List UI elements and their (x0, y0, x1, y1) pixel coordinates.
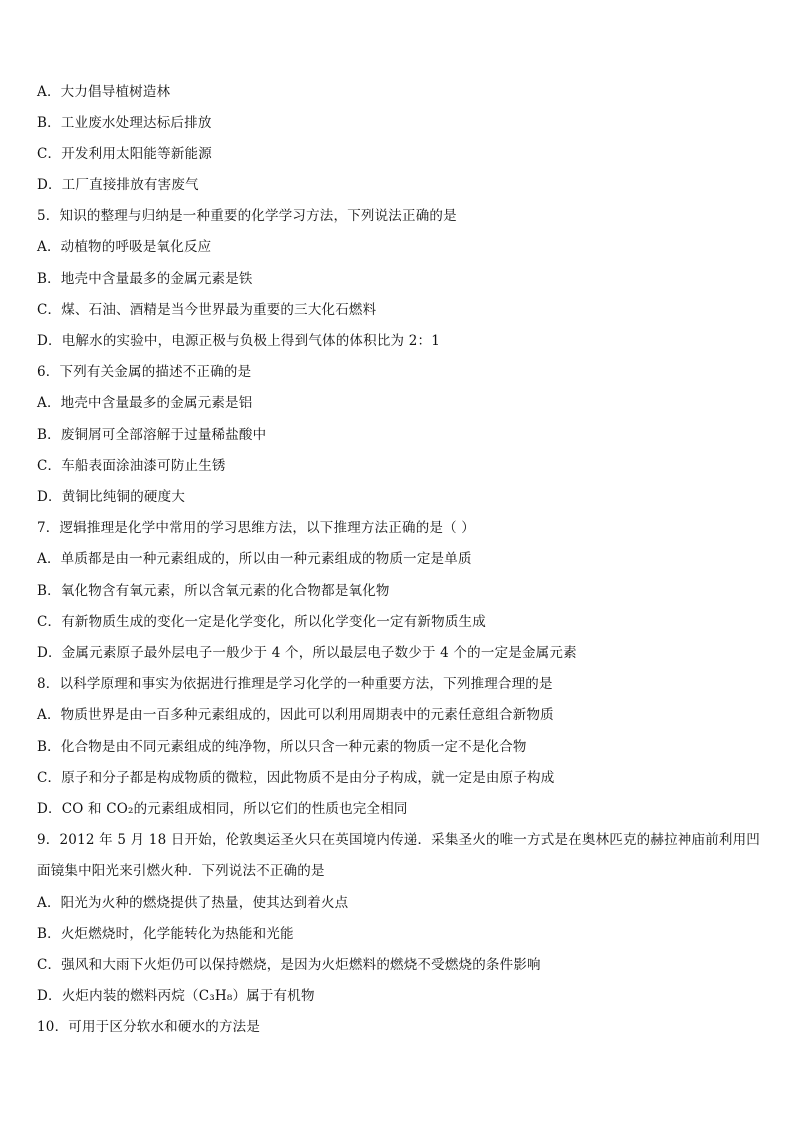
option-9a: A．阳光为火种的燃烧提供了热量，使其达到着火点 (37, 895, 349, 911)
question-6: 6．下列有关金属的描述不正确的是 (37, 364, 252, 380)
option-9c: C．强风和大雨下火炬仍可以保持燃烧，是因为火炬燃料的燃烧不受燃烧的条件影响 (37, 957, 541, 973)
question-9-line-2: 面镜集中阳光来引燃火种．下列说法不正确的是 (37, 863, 325, 879)
option-8b: B．化合物是由不同元素组成的纯净物，所以只含一种元素的物质一定不是化合物 (37, 739, 527, 755)
option-7b: B．氧化物含有氧元素，所以含氧元素的化合物都是氧化物 (37, 583, 390, 599)
option-4a: A．大力倡导植树造林 (37, 84, 171, 100)
option-6a: A．地壳中含量最多的金属元素是铝 (37, 395, 253, 411)
question-7: 7．逻辑推理是化学中常用的学习思维方法，以下推理方法正确的是（ ） (37, 520, 475, 536)
option-7a: A．单质都是由一种元素组成的，所以由一种元素组成的物质一定是单质 (37, 551, 472, 567)
option-4d: D．工厂直接排放有害废气 (37, 177, 199, 193)
question-5: 5．知识的整理与归纳是一种重要的化学学习方法，下列说法正确的是 (37, 208, 457, 224)
question-10: 10．可用于区分软水和硬水的方法是 (37, 1019, 261, 1035)
question-9-line-1: 9．2012 年 5 月 18 日开始，伦敦奥运圣火只在英国境内传递．采集圣火的唯一方式是在奥林匹克的赫拉神庙前利用凹 (37, 832, 760, 848)
option-8a: A．物质世界是由一百多种元素组成的，因此可以利用周期表中的元素任意组合新物质 (37, 707, 554, 723)
option-6b: B．废铜屑可全部溶解于过量稀盐酸中 (37, 427, 267, 443)
option-7c: C．有新物质生成的变化一定是化学变化，所以化学变化一定有新物质生成 (37, 614, 486, 630)
option-9d: D．火炬内装的燃料丙烷（C₃H₈）属于有机物 (37, 988, 315, 1004)
option-5a: A．动植物的呼吸是氧化反应 (37, 239, 212, 255)
option-5c: C．煤、石油、酒精是当今世界最为重要的三大化石燃料 (37, 302, 377, 318)
question-8: 8．以科学原理和事实为依据进行推理是学习化学的一种重要方法，下列推理合理的是 (37, 676, 553, 692)
option-4c: C．开发利用太阳能等新能源 (37, 146, 212, 162)
option-6c: C．车船表面涂油漆可防止生锈 (37, 458, 226, 474)
option-8c: C．原子和分子都是构成物质的微粒，因此物质不是由分子构成，就一定是由原子构成 (37, 770, 555, 786)
option-5b: B．地壳中含量最多的金属元素是铁 (37, 271, 253, 287)
option-4b: B．工业废水处理达标后排放 (37, 115, 212, 131)
option-6d: D．黄铜比纯铜的硬度大 (37, 489, 186, 505)
option-7d: D．金属元素原子最外层电子一般少于 4 个，所以最层电子数少于 4 个的一定是金属元素 (37, 645, 577, 661)
option-5d: D．电解水的实验中，电源正极与负极上得到气体的体积比为 2：1 (37, 333, 440, 349)
option-8d: D．CO 和 CO₂的元素组成相同，所以它们的性质也完全相同 (37, 801, 408, 817)
option-9b: B．火炬燃烧时，化学能转化为热能和光能 (37, 926, 294, 942)
